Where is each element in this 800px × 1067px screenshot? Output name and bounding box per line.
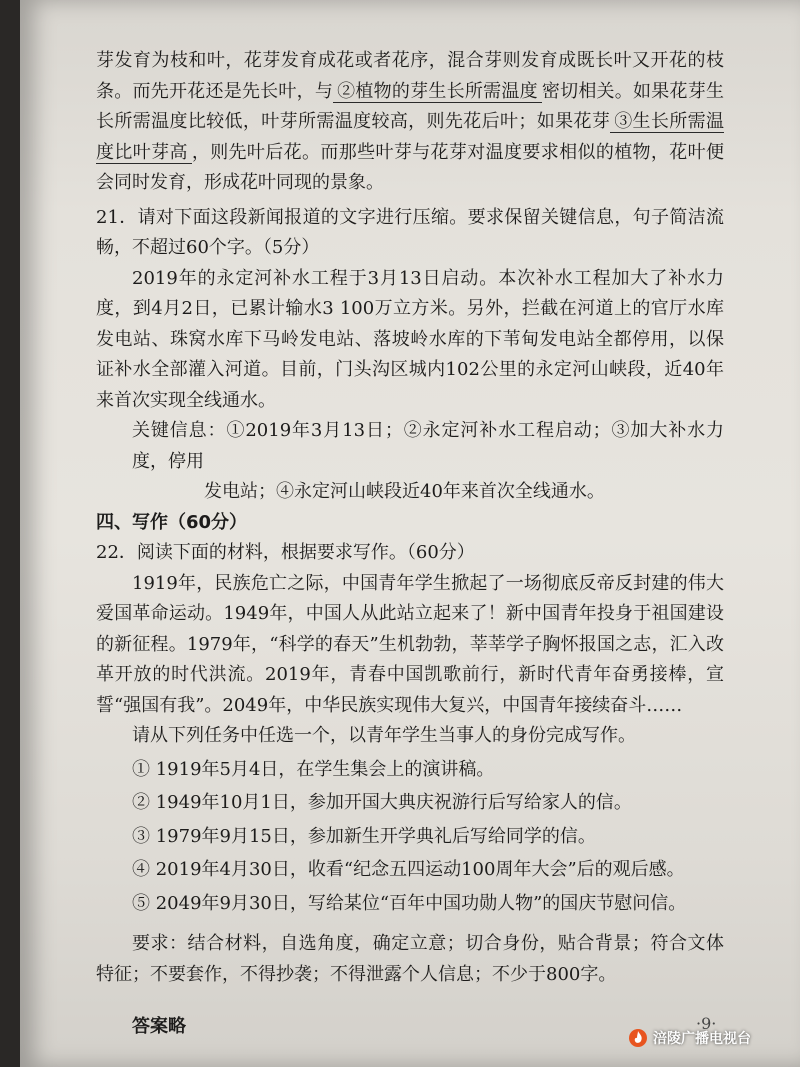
writing-option-5: ⑤ 2049年9月30日，写给某位“百年中国功勋人物”的国庆节慰问信。 [132,892,687,914]
key-info-line-2: 发电站；④永定河山峡段近40年来首次全线通水。 [204,481,605,502]
question-22: 22．阅读下面的材料，根据要求写作。（60分） [96,542,475,563]
answer-blank-3: ③生长所需温度比叶芽高 [96,111,725,163]
watermark [628,1028,751,1048]
paragraph-flower-leaf [96,46,724,199]
writing-option-3: ③ 1979年9月15日，参加新生开学典礼后写给同学的信。 [132,825,596,847]
question-22-task: 请从下列任务中任选一个，以青年学生当事人的身份完成写作。 [132,725,636,746]
question-21-passage: 2019年的永定河补水工程于3月13日启动。本次补水工程加大了补水力度，到4月2日，已累计输水3 100万立方米。另外，拦截在河道上的官厅水库发电站、珠窝水库下马岭发电站、落坡岭水库的下苇甸发电站全都停用，以保证补水全部灌入河道。目前，门头沟区城内102公里的永定河山峡段，近40年来首次实现全线通水。 [96,267,724,411]
text-segment: ，则先叶后花。而那些叶芽与花芽对温度要求相似的植物，花叶便会同时发育，形成花叶同现的景象。 [96,141,725,193]
page-number: ·9· [696,1014,717,1033]
document-body [96,46,724,1043]
writing-option-1: ① 1919年5月4日，在学生集会上的演讲稿。 [132,758,495,780]
watermark-text: 涪陵广播电视台 [653,1031,751,1047]
question-22-material: 1919年，民族危亡之际，中国青年学生掀起了一场彻底反帝反封建的伟大爱国革命运动。1949年，中国人从此站立起来了！新中国青年投身于祖国建设的新征程。1979年，“科学的春天”生机勃勃，莘莘学子胸怀报国之志，汇入改革开放的时代洪流。2019年，青春中国凯歌前行，新时代青年奋勇接棒，宣誓“强国有我”。2049年，中华民族实现伟大复兴，中国青年接续奋斗…… [96,572,724,716]
writing-requirements: 要求：结合材料，自选角度，确定立意；切合身份，贴合背景；符合文体特征；不要套作，不得抄袭；不得泄露个人信息；不少于800字。 [96,933,724,985]
answer-omitted: 答案略 [132,1016,186,1037]
section-writing-heading: 四、写作（60分） [96,511,248,533]
text-segment: 芽发育为枝和叶，花芽发育成花或者花序，混合芽则发育成既长叶又开花的枝条。而先开花还是先长叶，与 [96,50,724,102]
writing-option-4: ④ 2019年4月30日，收看“纪念五四运动100周年大会”后的观后感。 [132,859,685,880]
key-info-line-1: 关键信息：①2019年3月13日；②永定河补水工程启动；③加大补水力度，停用 [132,420,724,472]
question-21: 21．请对下面这段新闻报道的文字进行压缩。要求保留关键信息，句子简洁流畅，不超过60个字。（5分） [96,206,724,258]
text-segment: 密切相关。如果花芽生长所需温度比较低，叶芽所需温度较高，则先花后叶；如果花芽 [96,80,725,132]
writing-option-2: ② 1949年10月1日，参加开国大典庆祝游行后写给家人的信。 [132,792,632,813]
flame-logo-icon [628,1028,648,1048]
answer-blank-2: ②植物的芽生长所需温度 [333,81,542,103]
